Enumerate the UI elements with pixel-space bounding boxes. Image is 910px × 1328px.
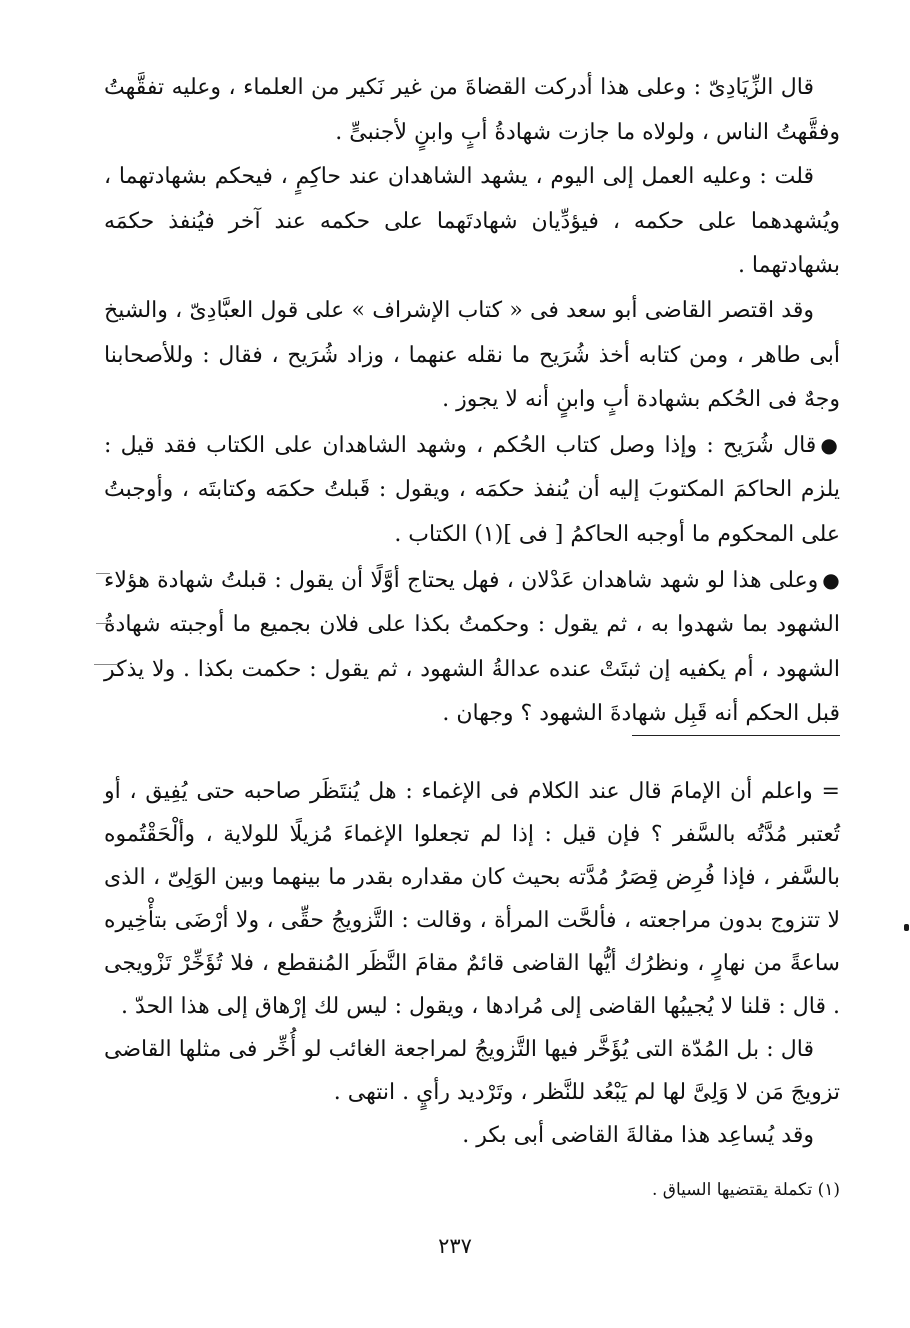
bullet-icon: ● [822, 567, 840, 592]
note-paragraph [104, 1114, 840, 1157]
note-text: = واعلم أن الإمامَ قال عند الكلام فى الإغماء : هل يُنتَظَر صاحبه حتى يُفِيق ، أو تُعتبر مُدَّتُه بالسَّفر ؟ فإن قيل : إذا لم تجعلوا الإغماءَ مُزيلًا للولاية ، وألْحَقْتُموه بالسَّفر ، فإذا فُرِض قِصَرُ مُدَّته بحيث كان مقداره بقدر ما بينهما وبين الوَلِىّ ، الذى لا تتزوج بدون مراجعته ، فألحَّت المرأة ، وقالت : التَّزويجُ حقِّى ، ولا أرْضَى بتأْخِيره ساعةً من نهارٍ ، ونظرُك أيُّها القاضى قائمٌ مقامَ النَّظَر المُنقطع ، فلا تُؤَخِّرْ تَزْويجى . قال : قلنا لا يُجيبُها القاضى إلى مُرادها ، ويقول : ليس لك إرْهاق إلى هذا الحدّ . [104, 779, 840, 1019]
notes-divider [632, 735, 840, 736]
scan-mark [96, 573, 110, 574]
paragraph-text: وقد اقتصر القاضى أبو سعد فى « كتاب الإشراف » على قول العبَّادِىّ ، والشيخ أبى طاهر ، ومن كتابه أخذ شُرَيح ما نقله عنهما ، وزاد شُرَيح ، فقال : وللأصحابنا وجهٌ فى الحُكم بشهادة أبٍ وابنٍ أنه لا يجوز . [104, 297, 840, 413]
main-text [104, 66, 840, 737]
note-text: قال : بل المُدّة التى يُؤَخَّر فيها التَّزويجُ لمراجعة الغائب لو أُخِّر فى مثلها القاضى تزويجَ مَن لا وَلِىَّ لها لم يَبْعُد للنَّظر ، وتَرْديد رأيٍ . انتهى . [104, 1037, 840, 1105]
paragraph [104, 289, 840, 423]
note-paragraph [104, 1028, 840, 1114]
paragraph [104, 155, 840, 289]
paragraph-text: وعلى هذا لو شهد شاهدان عَدْلان ، فهل يحتاج أوَّلًا أن يقول : قبلتُ شهادة هؤلاء الشهود بما شهدوا به ، ثم يقول : وحكمتُ بكذا على فلان بجميع ما أوجبته شهادةُ الشهود ، أم يكفيه إن ثبتَتْ عنده عدالةُ الشهود ، ثم يقول : حكمت بكذا . ولا يذكر قبل الحكم أنه قَبِل شهادةَ الشهود ؟ وجهان . [104, 567, 840, 727]
note-text: وقد يُساعِد هذا مقالةَ القاضى أبى بكر . [462, 1123, 814, 1148]
note-paragraph [104, 770, 840, 1028]
notes-text [104, 770, 840, 1157]
footnote [104, 1176, 840, 1204]
paragraph [104, 558, 840, 737]
paragraph-text: قلت : وعليه العمل إلى اليوم ، يشهد الشاهدان عند حاكِمٍ ، فيحكم بشهادتهما ، ويُشهدهما على حكمه ، فيؤدِّيان شهادتَهما على حكمه عند آخر فيُنفذ حكمَه بشهادتهما . [104, 164, 840, 279]
scan-mark [904, 924, 909, 931]
paragraph [104, 66, 840, 155]
bullet-icon: ● [820, 432, 841, 457]
footnote-text: (١) تكملة يقتضيها السياق . [651, 1180, 840, 1200]
scan-mark [94, 664, 118, 665]
paragraph-text: قال شُرَيح : وإذا وصل كتاب الحُكم ، وشهد الشاهدان على الكتاب فقد قيل : يلزم الحاكمَ المكتوبَ إليه أن يُنفذ حكمَه ، ويقول : قَبلتُ حكمَه وكتابتَه ، وأوجبتُ على المحكوم ما أوجبه الحاكمُ [ فى ](١) الكتاب . [104, 432, 840, 547]
scan-mark [96, 623, 114, 624]
page-number: ٢٣٧ [438, 1234, 472, 1258]
paragraph [104, 423, 840, 558]
paragraph-text: قال الزِّيَادِىّ : وعلى هذا أدركت القضاةَ من غير نَكير من العلماء ، وعليه تفقَّهتُ وفقَّهتُ الناس ، ولولاه ما جازت شهادةُ أبٍ وابنٍ لأجنبىٍّ . [104, 75, 840, 145]
